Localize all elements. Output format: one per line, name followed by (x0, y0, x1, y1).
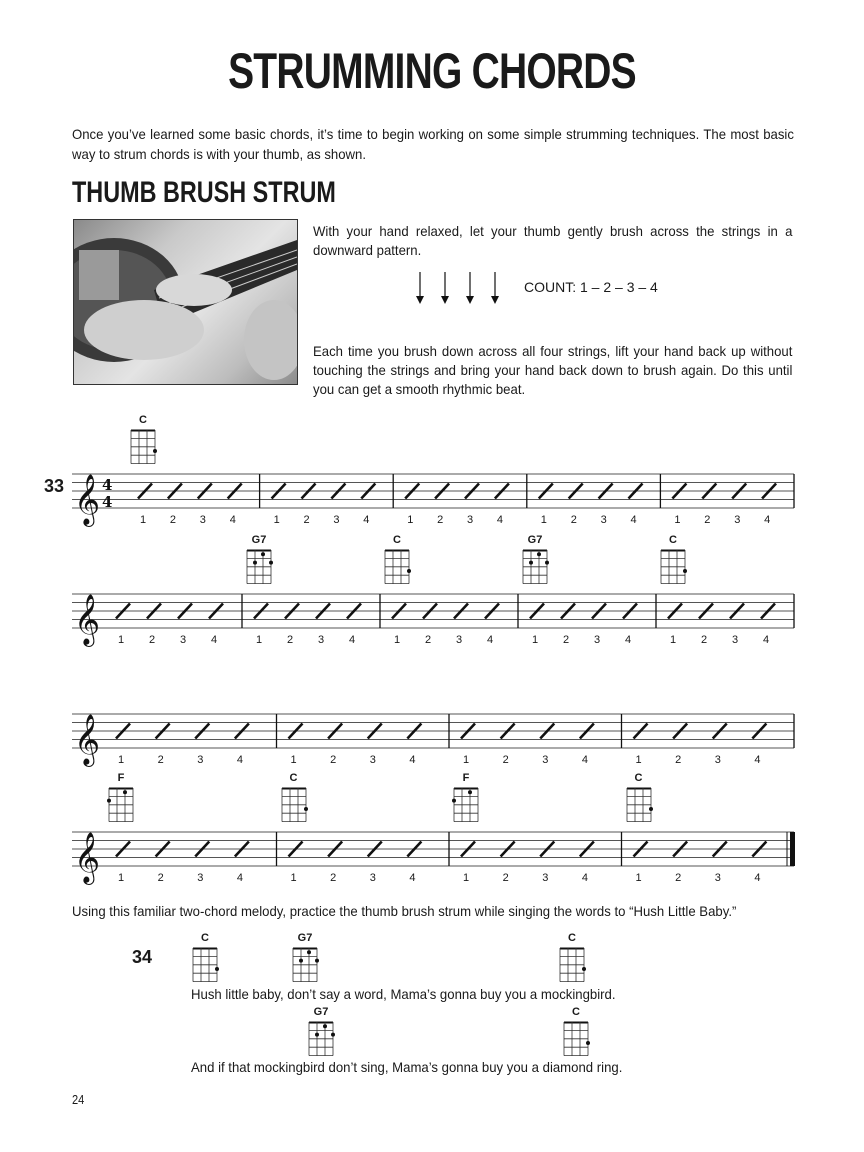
chord-name: G7 (527, 534, 543, 546)
beat-count: 1 (140, 514, 147, 526)
beat-count: 2 (570, 514, 577, 526)
beat-count: 4 (630, 514, 637, 526)
beat-count: 4 (581, 872, 588, 884)
beat-count: 4 (211, 634, 218, 646)
beat-count: 3 (199, 514, 206, 526)
beat-count: 1 (118, 754, 125, 766)
page-number: 24 (72, 1092, 85, 1107)
beat-count: 1 (463, 754, 470, 766)
intro-paragraph: Once you’ve learned some basic chords, it’s time to begin working on some simple strumming techniques. The most basic way to strum chords is with your thumb, as shown. (72, 126, 794, 162)
beat-count: 1 (290, 872, 297, 884)
beat-count: 1 (256, 634, 263, 646)
beat-count: 2 (502, 872, 509, 884)
beat-count: 1 (463, 872, 470, 884)
beat-count: 3 (542, 754, 549, 766)
chord-name: C (289, 772, 298, 784)
beat-count: 2 (704, 514, 711, 526)
beat-count: 1 (674, 514, 681, 526)
chord-name: C (634, 772, 643, 784)
beat-count: 4 (487, 634, 494, 646)
svg-text:𝄞: 𝄞 (74, 832, 101, 883)
beat-count: 2 (157, 872, 164, 884)
svg-text:𝄞: 𝄞 (74, 594, 101, 645)
beat-count: 3 (369, 754, 376, 766)
beat-count: 4 (754, 754, 761, 766)
section-title: THUMB BRUSH STRUM (72, 176, 336, 209)
beat-count: 3 (542, 872, 549, 884)
beat-count: 3 (180, 634, 187, 646)
chord-name: F (462, 772, 470, 784)
beat-count: 1 (118, 634, 125, 646)
beat-count: 1 (532, 634, 539, 646)
beat-count: 4 (236, 754, 243, 766)
beat-count: 2 (287, 634, 294, 646)
beat-count: 4 (236, 872, 243, 884)
beat-count: 3 (600, 514, 607, 526)
chord-name: G7 (297, 932, 313, 944)
beat-count: 1 (635, 872, 642, 884)
beat-count: 4 (764, 514, 771, 526)
svg-text:𝄞: 𝄞 (74, 714, 101, 765)
beat-count: 4 (581, 754, 588, 766)
beat-count: 3 (732, 634, 739, 646)
beat-count: 4 (625, 634, 632, 646)
exercise-number-34: 34 (132, 947, 153, 967)
beat-count: 1 (670, 634, 677, 646)
chord-name: C (669, 534, 677, 546)
beat-count: 1 (273, 514, 280, 526)
beat-count: 2 (675, 872, 682, 884)
chord-name: G7 (251, 534, 267, 546)
beat-count: 4 (763, 634, 770, 646)
beat-count: 2 (330, 872, 337, 884)
beat-count: 2 (502, 754, 509, 766)
song-intro: Using this familiar two-chord melody, practice the thumb brush strum while singing the words to “Hush Little Baby.” (72, 903, 737, 919)
beat-count: 2 (303, 514, 310, 526)
beat-count: 3 (197, 754, 204, 766)
svg-text:𝄞: 𝄞 (74, 474, 101, 525)
exercise-number-33: 33 (44, 476, 65, 496)
beat-count: 4 (409, 754, 416, 766)
beat-count: 1 (118, 872, 125, 884)
beat-count: 3 (594, 634, 601, 646)
chord-name: C (139, 414, 147, 426)
beat-count: 1 (290, 754, 297, 766)
beat-count: 2 (149, 634, 156, 646)
beat-count: 2 (675, 754, 682, 766)
count-label: COUNT: 1 – 2 – 3 – 4 (524, 279, 658, 295)
beat-count: 4 (349, 634, 356, 646)
chord-name: F (117, 772, 125, 784)
beat-count: 2 (437, 514, 444, 526)
page-title: STRUMMING CHORDS (228, 43, 636, 99)
chord-name: C (393, 534, 401, 546)
beat-count: 3 (456, 634, 463, 646)
beat-count: 2 (701, 634, 708, 646)
beat-count: 3 (714, 754, 721, 766)
beat-count: 3 (467, 514, 474, 526)
beat-count: 1 (635, 754, 642, 766)
instruction-paragraph-2: Each time you brush down across all four strings, lift your hand back up without touching the strings and bring your hand back down to brush again. Do this until you can get a smooth rhythmic beat. (313, 343, 793, 397)
beat-count: 2 (157, 754, 164, 766)
beat-count: 2 (330, 754, 337, 766)
beat-count: 4 (363, 514, 370, 526)
beat-count: 4 (754, 872, 761, 884)
beat-count: 4 (496, 514, 504, 526)
beat-count: 1 (540, 514, 547, 526)
beat-count: 1 (407, 514, 414, 526)
beat-count: 3 (197, 872, 204, 884)
chord-name: G7 (313, 1006, 329, 1018)
chord-name: C (201, 932, 209, 944)
beat-count: 4 (229, 514, 236, 526)
beat-count: 3 (318, 634, 325, 646)
beat-count: 3 (734, 514, 741, 526)
lyric-line-2: And if that mockingbird don’t sing, Mama’s gonna buy you a diamond ring. (191, 1059, 623, 1075)
beat-count: 4 (409, 872, 416, 884)
lyric-line-1: Hush little baby, don’t say a word, Mama’s gonna buy you a mockingbird. (191, 986, 616, 1002)
beat-count: 2 (563, 634, 570, 646)
instruction-paragraph-1: With your hand relaxed, let your thumb gently brush across the strings in a downward pattern. (313, 223, 793, 258)
beat-count: 3 (714, 872, 721, 884)
beat-count: 3 (333, 514, 340, 526)
chord-name: C (572, 1006, 580, 1018)
beat-count: 1 (394, 634, 401, 646)
svg-text:4: 4 (102, 476, 113, 494)
beat-count: 2 (425, 634, 432, 646)
beat-count: 2 (169, 514, 177, 526)
svg-text:4: 4 (102, 493, 113, 511)
beat-count: 3 (369, 872, 376, 884)
chord-name: C (568, 932, 576, 944)
